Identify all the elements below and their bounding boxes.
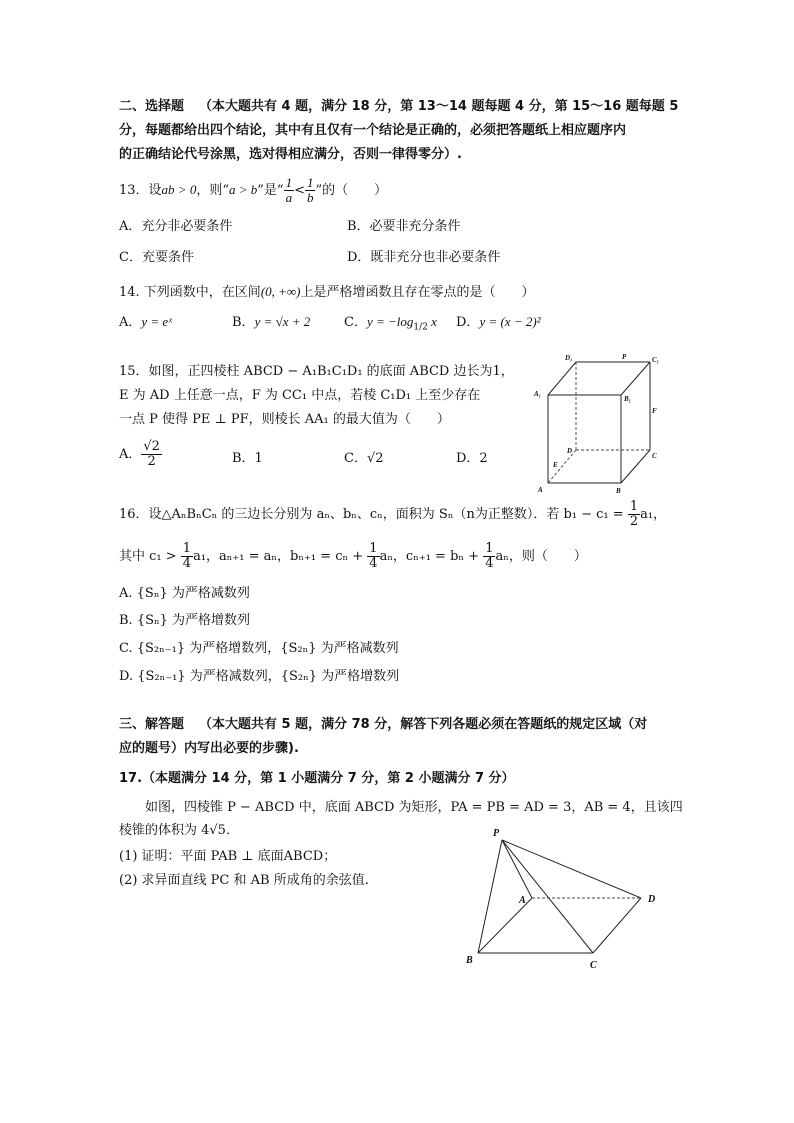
label-c: C [590,960,597,971]
label-e: E [553,461,558,469]
q15-a-num: √2 [143,439,160,454]
q13-mid1: ，则“ [196,183,229,198]
q16-l2-f1d: 4 [182,556,192,571]
q15-option-b[interactable]: B．1 [232,451,263,466]
edge-d1a1 [548,362,576,395]
q16-l2-f2n: 1 [369,541,378,556]
q17-stem-line1: 如图，四棱锥 P − ABCD 中，底面 ABCD 为矩形，PA = PB = AD = 3，AB = 4，且该四 [145,800,683,815]
q14-c-base: 1/2 [413,322,428,333]
section2-desc-line1: （本大题共有 4 题，满分 18 分，第 13～14 题每题 4 分，第 15～16 题每题 5 [199,99,679,114]
label-a: A [538,486,543,494]
q13-lt: < [294,183,305,198]
q15-stem-line3: 一点 P 使得 PE ⊥ PF，则棱长 AA₁ 的最大值为（ ） [119,412,450,427]
q17-heading: 17.（本题满分 14 分，第 1 小题满分 7 分，第 2 小题满分 7 分） [119,771,515,786]
label-b: B [616,487,621,495]
label-a: A [519,895,526,906]
q14-c-expr: y = −log [366,314,414,329]
label-f: F [652,407,657,415]
q13-option-d[interactable]: D．既非充分也非必要条件 [347,250,501,265]
q13-post: ”的（ ） [315,183,388,198]
edge-bc [621,450,650,483]
q13-frac-1a [284,176,295,205]
q14-c-label: C． [344,315,367,330]
q13-option-b[interactable]: B．必要非充分条件 [347,219,461,234]
edge-pb [478,840,502,953]
edge-pa [502,840,532,898]
edge-c1b1 [621,362,650,395]
label-a1: A₁ [534,390,542,398]
q14-option-d[interactable] [456,313,541,332]
q16-l1-fden: 2 [629,514,639,529]
q14-option-a[interactable] [119,313,172,332]
section2-desc-line2: 分，每题都给出四个结论，其中有且仅有一个结论是正确的，必须把答题纸上相应题序内 [119,123,627,138]
q16-stem-line2 [119,542,587,571]
edge-pd [502,840,641,898]
section3-desc-line2: 应的题号）内写出必要的步骤). [119,741,299,756]
q16-option-a[interactable]: A. {Sₙ} 为严格减数列 [119,586,250,601]
q16-l1-frac [628,500,640,529]
q13-option-a[interactable]: A．充分非必要条件 [119,219,233,234]
q16-l2-b: a₁，aₙ₊₁ = aₙ，bₙ₊₁ = cₙ + [193,549,364,564]
label-p: P [622,353,627,361]
q16-option-d[interactable]: D. {S₂ₙ₋₁} 为严格减数列，{S₂ₙ} 为严格增数列 [119,669,400,684]
label-c: C [652,452,657,460]
q16-l2-f1n: 1 [182,541,192,556]
edge-ab [478,898,532,953]
q17-part1: (1) 证明：平面 PAB ⊥ 底面ABCD； [119,849,337,864]
label-d: D [567,447,573,455]
q14-d-label: D． [456,315,480,330]
label-p: P [493,828,500,839]
q15-stem-line1: 15．如图，正四棱柱 ABCD − A₁B₁C₁D₁ 的底面 ABCD 边长为1， [119,364,514,379]
q16-l1-pre: 16．设△AₙBₙCₙ 的三边长分别为 aₙ、bₙ、cₙ，面积为 Sₙ（n为正整数）．若 b₁ − c₁ = [119,507,624,522]
section2-title: 二、选择题 [119,99,185,114]
q16-l2-frac3 [483,542,495,571]
q15-option-a[interactable] [119,440,162,469]
q14-stem [119,283,535,302]
label-c1: C₁ [652,356,660,364]
q14-stem-post: 上是严格增函数且存在零点的是（ ） [300,285,535,300]
label-b1: B₁ [624,395,632,403]
q16-l1-post: a₁， [640,507,667,522]
q13-frac2-den: b [306,190,314,205]
q14-c-arg: x [427,314,437,329]
q14-a-expr: y = eˣ [141,314,172,329]
q16-l2-f2d: 4 [369,556,378,571]
q13-frac1-den: a [285,190,293,205]
q16-l2-frac1 [181,542,193,571]
q15-prism-figure [528,350,663,498]
q13-stem [119,176,387,205]
q16-option-c[interactable]: C. {S₂ₙ₋₁} 为严格增数列，{S₂ₙ} 为严格减数列 [119,641,399,656]
q17-pyramid-figure [458,825,673,975]
section3-desc-line1: （本大题共有 5 题，满分 78 分，解答下列各题必须在答题纸的规定区域（对 [199,717,648,732]
q14-option-c[interactable] [344,313,437,337]
q13-pre: 13．设 [119,183,162,198]
q16-l2-frac2 [367,542,379,571]
q14-a-label: A． [119,315,142,330]
q13-frac-1b [305,176,316,205]
q16-l2-f3n: 1 [485,541,494,556]
q15-stem-line2: E 为 AD 上任意一点，F 为 CC₁ 中点，若棱 C₁D₁ 上至少存在 [119,388,481,403]
q16-stem-line1 [119,500,666,529]
q14-d-expr: y = (x − 2)² [479,314,541,329]
q15-a-den: 2 [147,454,156,469]
q16-l2-f3d: 4 [485,556,494,571]
q15-option-d[interactable]: D．2 [456,451,488,466]
q15-option-c[interactable]: C．√2 [344,451,384,466]
q15-a-frac [141,440,162,469]
q16-l2-c: aₙ，cₙ₊₁ = bₙ + [379,549,480,564]
edge-cd [593,898,641,953]
section3-title: 三、解答题 [119,717,185,732]
q13-frac2-num: 1 [306,175,314,190]
q16-l2-a: 其中 c₁ > [119,549,177,564]
q13-option-c[interactable]: C．充要条件 [119,250,194,265]
q13-statement1: a > b [228,182,258,197]
q15-a-label: A． [119,447,142,462]
q14-b-label: B． [232,315,255,330]
label-b: B [466,955,473,966]
edge-pc [502,840,593,953]
q16-option-b[interactable]: B. {Sₙ} 为严格增数列 [119,613,251,628]
q17-stem-line2: 棱锥的体积为 4√5． [119,823,239,838]
q13-cond: ab > 0 [161,182,197,197]
label-d1: D₁ [565,354,573,362]
section2-desc-line3: 的正确结论代号涂黑，选对得相应满分，否则一律得零分）. [119,147,462,162]
q17-part2: (2) 求异面直线 PC 和 AB 所成角的余弦值. [119,873,369,888]
q14-b-expr: y = √x + 2 [254,314,311,329]
q14-interval: (0, +∞) [260,284,301,299]
label-d: D [648,894,656,905]
q13-mid2: ”是“ [257,183,284,198]
q14-stem-pre: 14. 下列函数中，在区间 [119,285,261,300]
q16-l2-d: aₙ，则（ ） [495,549,587,564]
q13-frac1-num: 1 [285,175,293,190]
q16-l1-fnum: 1 [629,499,639,514]
q14-option-b[interactable] [232,313,310,332]
